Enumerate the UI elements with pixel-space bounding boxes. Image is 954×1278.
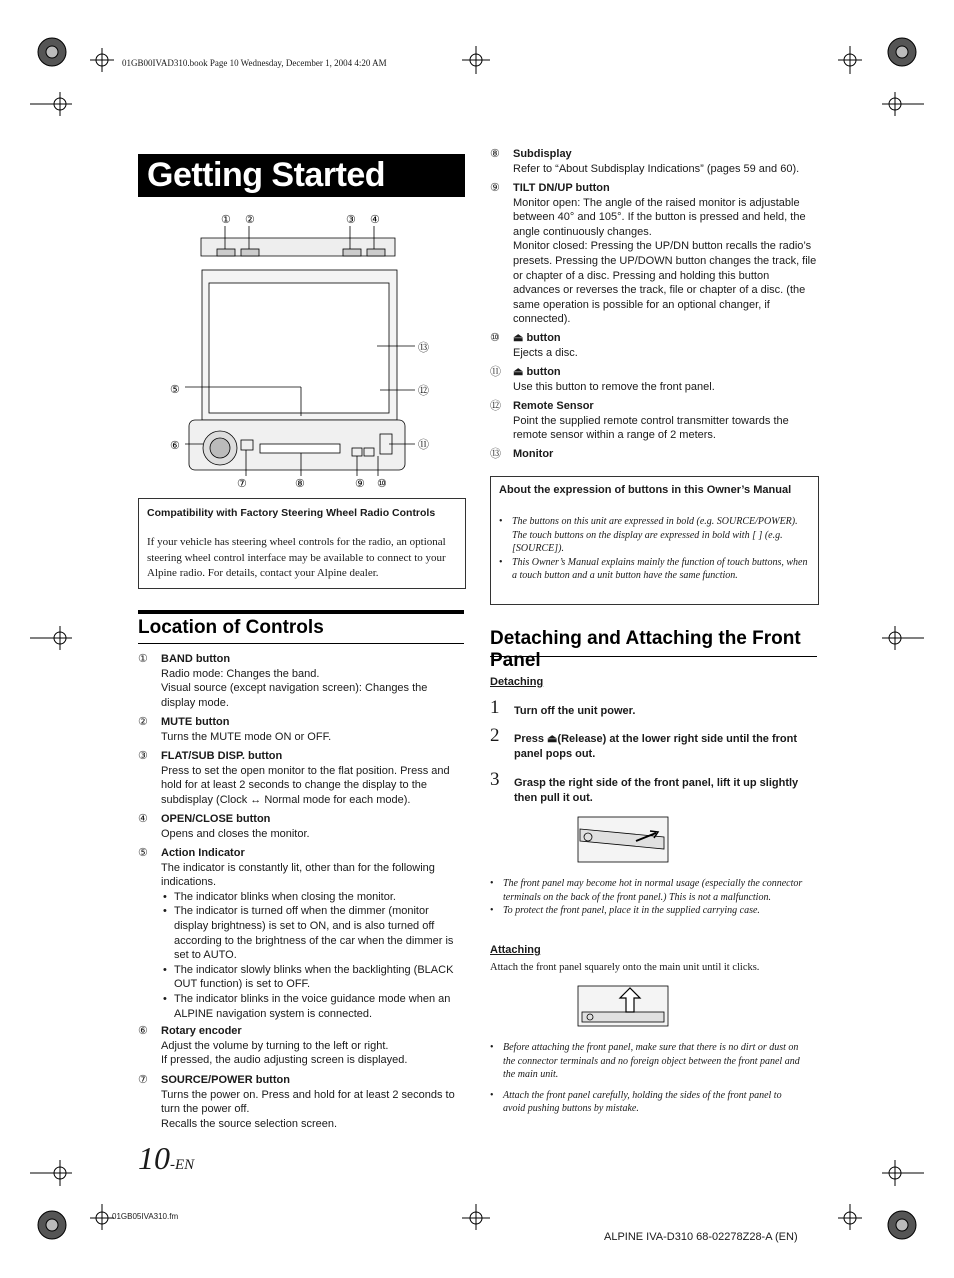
attach-note-2: • Attach the front panel carefully, holding the sides of the front panel to avoid pushing buttons by mistake. xyxy=(490,1089,806,1116)
item-number: ④ xyxy=(138,813,148,825)
item-description: Visual source (except navigation screen): Changes the display mode. xyxy=(161,682,428,709)
control-item xyxy=(138,715,464,744)
item-description: Point the supplied remote control transmitter towards the remote sensor within a range of 2 meters. xyxy=(513,414,789,442)
callout-5: ⑤ xyxy=(170,384,180,396)
item-number: ⑨ xyxy=(490,182,500,194)
attaching-text: Attach the front panel squarely onto the main unit until it clicks. xyxy=(490,962,760,973)
item-description: Turns the MUTE mode ON or OFF. xyxy=(161,730,332,743)
device-diagram xyxy=(165,208,435,493)
item-title: Action Indicator xyxy=(161,847,245,859)
detach-heading: Detaching and Attaching the Front Panel xyxy=(490,624,817,657)
detach-note-2: • To protect the front panel, place it in the supplied carrying case. xyxy=(490,904,806,918)
callout-8: ⑧ xyxy=(295,478,305,490)
item-number: ① xyxy=(138,653,148,665)
item-number: ⑧ xyxy=(490,148,500,160)
callout-2: ② xyxy=(245,214,255,226)
callout-11: ⑪ xyxy=(418,439,429,451)
compatibility-note-box xyxy=(138,498,466,589)
item-title: ⏏ button xyxy=(513,366,561,378)
detaching-label: Detaching xyxy=(490,676,544,688)
control-item xyxy=(138,846,464,1021)
expression-bullet-2: • This Owner’s Manual explains mainly the function of touch buttons, when a touch button and a unit button have the same function. xyxy=(499,556,809,583)
item-title: SOURCE/POWER button xyxy=(161,1074,290,1086)
item-description: Monitor open: The angle of the raised monitor is adjustable between 40° and 105°. If the button is pressed and held, the angle continuously changes. xyxy=(513,196,806,238)
step-2: 2 Press ⏏(Release) at the lower right side until the front panel pops out. xyxy=(490,725,798,760)
item-description: If pressed, the audio adjusting screen is displayed. xyxy=(161,1054,408,1067)
control-item xyxy=(490,331,817,360)
item-bullet: • The indicator blinks when closing the monitor. xyxy=(161,890,464,905)
callout-1: ① xyxy=(221,214,231,226)
item-description: Refer to “About Subdisplay Indications” (pages 59 and 60). xyxy=(513,162,800,175)
control-item xyxy=(138,749,464,807)
item-title: Remote Sensor xyxy=(513,400,594,412)
item-number: ③ xyxy=(138,750,148,762)
item-description: Press to set the open monitor to the flat position. Press and hold for at least 2 seconds to change the display to the subdisplay (Clock ↔ Normal mode for each mode). xyxy=(161,764,450,806)
expression-bullet-1: • The buttons on this unit are expressed in bold (e.g. SOURCE/POWER). The touch buttons on the display are expressed in bold with [ ] (e.g. [SOURCE]). xyxy=(499,515,809,556)
callout-3: ③ xyxy=(346,214,356,226)
item-description: Radio mode: Changes the band. xyxy=(161,667,320,680)
item-title: ⏏ button xyxy=(513,332,561,344)
item-bullet: • The indicator slowly blinks when the backlighting (BLACK OUT function) is set to OFF. xyxy=(161,963,464,992)
item-number: ⑩ xyxy=(490,332,500,344)
control-item xyxy=(138,1073,464,1131)
item-description: The indicator is constantly lit, other than for the following indications. xyxy=(161,861,435,889)
file-header: 01GB00IVAD310.book Page 10 Wednesday, December 1, 2004 4:20 AM xyxy=(122,58,387,68)
item-title: Subdisplay xyxy=(513,148,572,160)
attach-note-1: • Before attaching the front panel, make sure that there is no dirt or dust on the connector terminals and no foreign object between the front panel and the main unit. xyxy=(490,1041,806,1082)
item-description: Monitor closed: Pressing the UP/DN button recalls the radio’s presets. Pressing the UP/DOWN button changes the track, file or chapter of a disc. Pressing and holding this button advances or reverses the track, file or chapter of a disc. (the same operation is possible for an optional changer, if connected). xyxy=(513,240,817,326)
footer-model: ALPINE IVA-D310 68-02278Z28-A (EN) xyxy=(604,1231,798,1243)
callout-9: ⑨ xyxy=(355,478,365,490)
control-item xyxy=(490,181,817,327)
item-description: Turns the power on. Press and hold for at least 2 seconds to turn the power off. xyxy=(161,1088,455,1116)
item-description: Ejects a disc. xyxy=(513,346,578,359)
callout-10: ⑩ xyxy=(377,478,387,490)
control-item xyxy=(138,652,464,710)
control-item xyxy=(490,399,817,443)
compat-body: If your vehicle has steering wheel controls for the radio, an optional steering wheel control interface may be available to connect to your Alpine radio. For details, contact your Alpine dealer. xyxy=(147,536,446,579)
item-title: Rotary encoder xyxy=(161,1025,242,1037)
page-number: 10-EN xyxy=(138,1140,195,1176)
callout-6: ⑥ xyxy=(170,440,180,452)
item-title: TILT DN/UP button xyxy=(513,182,610,194)
page-title: Getting Started xyxy=(147,156,386,194)
control-item xyxy=(138,812,464,841)
item-title: FLAT/SUB DISP. button xyxy=(161,750,283,762)
location-heading: Location of Controls xyxy=(138,610,464,644)
item-description: Recalls the source selection screen. xyxy=(161,1117,338,1130)
item-title: OPEN/CLOSE button xyxy=(161,813,271,825)
item-title: Monitor xyxy=(513,448,554,460)
attaching-label: Attaching xyxy=(490,944,541,956)
detach-illustration xyxy=(576,815,672,867)
item-description: Use this button to remove the front panel. xyxy=(513,380,715,393)
attach-illustration xyxy=(576,984,672,1030)
item-description: Adjust the volume by turning to the left or right. xyxy=(161,1039,389,1052)
page-title-bar xyxy=(138,154,465,197)
control-item xyxy=(490,447,817,462)
expression-heading: About the expression of buttons in this Owner’s Manual xyxy=(499,484,792,496)
step-3: 3 Grasp the right side of the front panel, lift it up slightly then pull it out. xyxy=(490,769,799,804)
item-title: BAND button xyxy=(161,653,231,665)
control-item xyxy=(490,147,817,176)
control-item xyxy=(490,365,817,394)
item-number: ⑬ xyxy=(490,448,501,460)
item-title: MUTE button xyxy=(161,716,230,728)
item-description: Opens and closes the monitor. xyxy=(161,827,310,840)
item-bullet: • The indicator is turned off when the dimmer (monitor display brightness) is set to ON, and is also turned off according to the brightness of the car when the dimmer is set to AUTO. xyxy=(161,904,464,962)
item-number: ② xyxy=(138,716,148,728)
compat-heading: Compatibility with Factory Steering Wheel Radio Controls xyxy=(147,507,436,519)
item-bullet: • The indicator blinks in the voice guidance mode when an ALPINE navigation system is connected. xyxy=(161,992,464,1021)
footer-file: 01GB05IVA310.fm xyxy=(112,1212,179,1221)
expression-note-box xyxy=(490,476,819,605)
item-number: ⑥ xyxy=(138,1025,148,1037)
item-number: ⑦ xyxy=(138,1074,148,1086)
callout-7: ⑦ xyxy=(237,478,247,490)
detach-note-1: • The front panel may become hot in normal usage (especially the connector terminals on the back of the front panel.) This is not a malfunction. xyxy=(490,877,806,904)
item-number: ⑤ xyxy=(138,847,148,859)
step-1: 1 Turn off the unit power. xyxy=(490,697,636,718)
item-number: ⑫ xyxy=(490,400,501,412)
callout-4: ④ xyxy=(370,214,380,226)
callout-13: ⑬ xyxy=(418,342,429,354)
callout-12: ⑫ xyxy=(418,385,429,397)
item-number: ⑪ xyxy=(490,366,501,378)
control-item xyxy=(138,1024,464,1068)
